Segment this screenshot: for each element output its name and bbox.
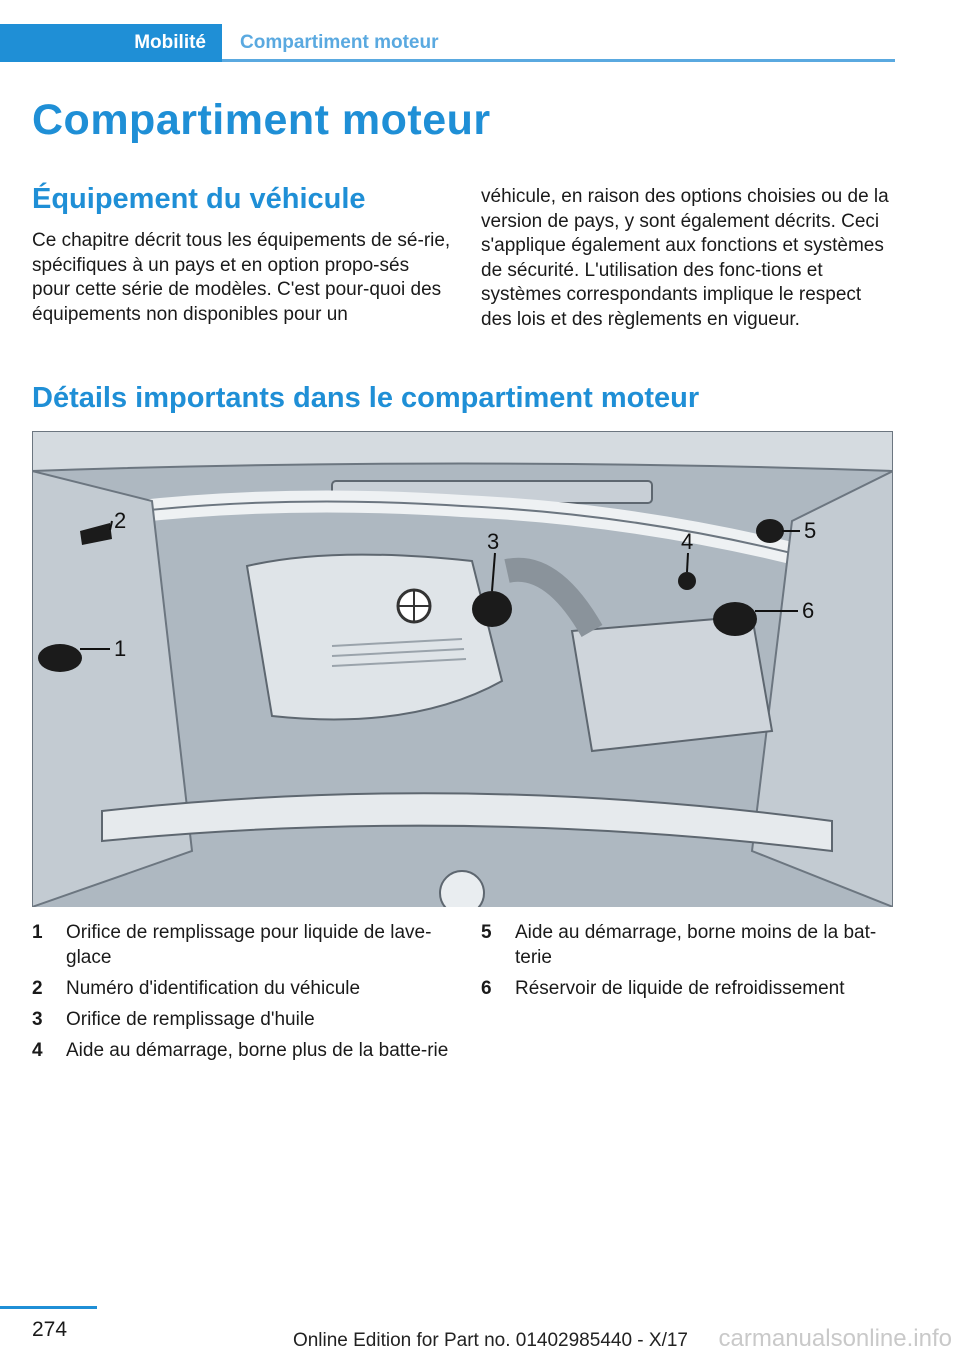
legend-right <box>481 920 893 1007</box>
legend-item <box>32 976 462 1001</box>
legend-number: 6 <box>481 978 492 999</box>
legend-number: 5 <box>481 922 492 943</box>
running-header <box>0 24 895 62</box>
oil-cap-icon <box>472 591 512 627</box>
footer-rule <box>0 1306 97 1309</box>
legend-text: Numéro d'identification du véhicule <box>66 978 361 999</box>
intro-paragraph-right: véhicule, en raison des options choisies ou de la version de pays, y sont également décrits. Ceci s'applique également aux fonctions et systèmes de sécurité. L'utilisation des fonc-tions et systèmes correspondants implique le respect des lois et des règlements en vigueur. <box>481 186 889 330</box>
engine-illustration <box>32 431 893 907</box>
legend-number: 4 <box>32 1040 43 1061</box>
legend-number: 1 <box>32 922 43 943</box>
callout-2: 2 <box>114 508 127 533</box>
chapter-tab[interactable]: Compartiment moteur <box>240 32 439 53</box>
section-tab[interactable]: Mobilité <box>0 24 222 62</box>
front-logo-icon <box>440 871 484 907</box>
callout-3: 3 <box>487 529 500 554</box>
positive-terminal-icon <box>678 572 696 590</box>
page-title: Compartiment moteur <box>32 96 491 144</box>
callout-5: 5 <box>804 518 817 543</box>
callout-6: 6 <box>802 598 815 623</box>
legend-text: Aide au démarrage, borne moins de la bat-terie <box>515 922 877 968</box>
legend-item <box>481 976 893 1001</box>
legend-item <box>481 920 893 970</box>
legend-number: 3 <box>32 1009 43 1030</box>
intro-heading: Équipement du véhicule <box>32 183 366 215</box>
legend-item <box>32 920 462 970</box>
callout-1: 1 <box>114 636 127 661</box>
page-number: 274 <box>32 1318 68 1341</box>
legend-text: Réservoir de liquide de refroidissement <box>515 978 845 999</box>
section-heading: Détails importants dans le compartiment moteur <box>32 382 700 414</box>
intro-paragraph-left: Ce chapitre décrit tous les équipements de sé-rie, spécifiques à un pays et en option propo-sés pour cette série de modèles. C'est pour-quoi des équipements non disponibles pour un <box>32 230 451 325</box>
legend-text: Aide au démarrage, borne plus de la batte-rie <box>66 1040 449 1061</box>
legend-number: 2 <box>32 978 43 999</box>
coolant-reservoir-cap-icon <box>713 602 757 636</box>
legend-item <box>32 1007 462 1032</box>
negative-terminal-icon <box>756 519 784 543</box>
edition-note: Online Edition for Part no. 01402985440 - X/17 <box>292 1330 688 1351</box>
legend-text: Orifice de remplissage pour liquide de lave-glace <box>66 922 432 968</box>
engine-cover <box>247 555 502 720</box>
legend-left <box>32 920 462 1069</box>
watermark: carmanualsonline.info <box>718 1325 952 1352</box>
legend-item <box>32 1038 462 1063</box>
washer-fluid-cap-icon <box>38 644 82 672</box>
header-rule <box>222 59 895 62</box>
air-filter-box <box>572 616 772 751</box>
callout-4: 4 <box>681 529 694 554</box>
legend-text: Orifice de remplissage d'huile <box>66 1009 315 1030</box>
engine-compartment-figure <box>32 431 893 907</box>
